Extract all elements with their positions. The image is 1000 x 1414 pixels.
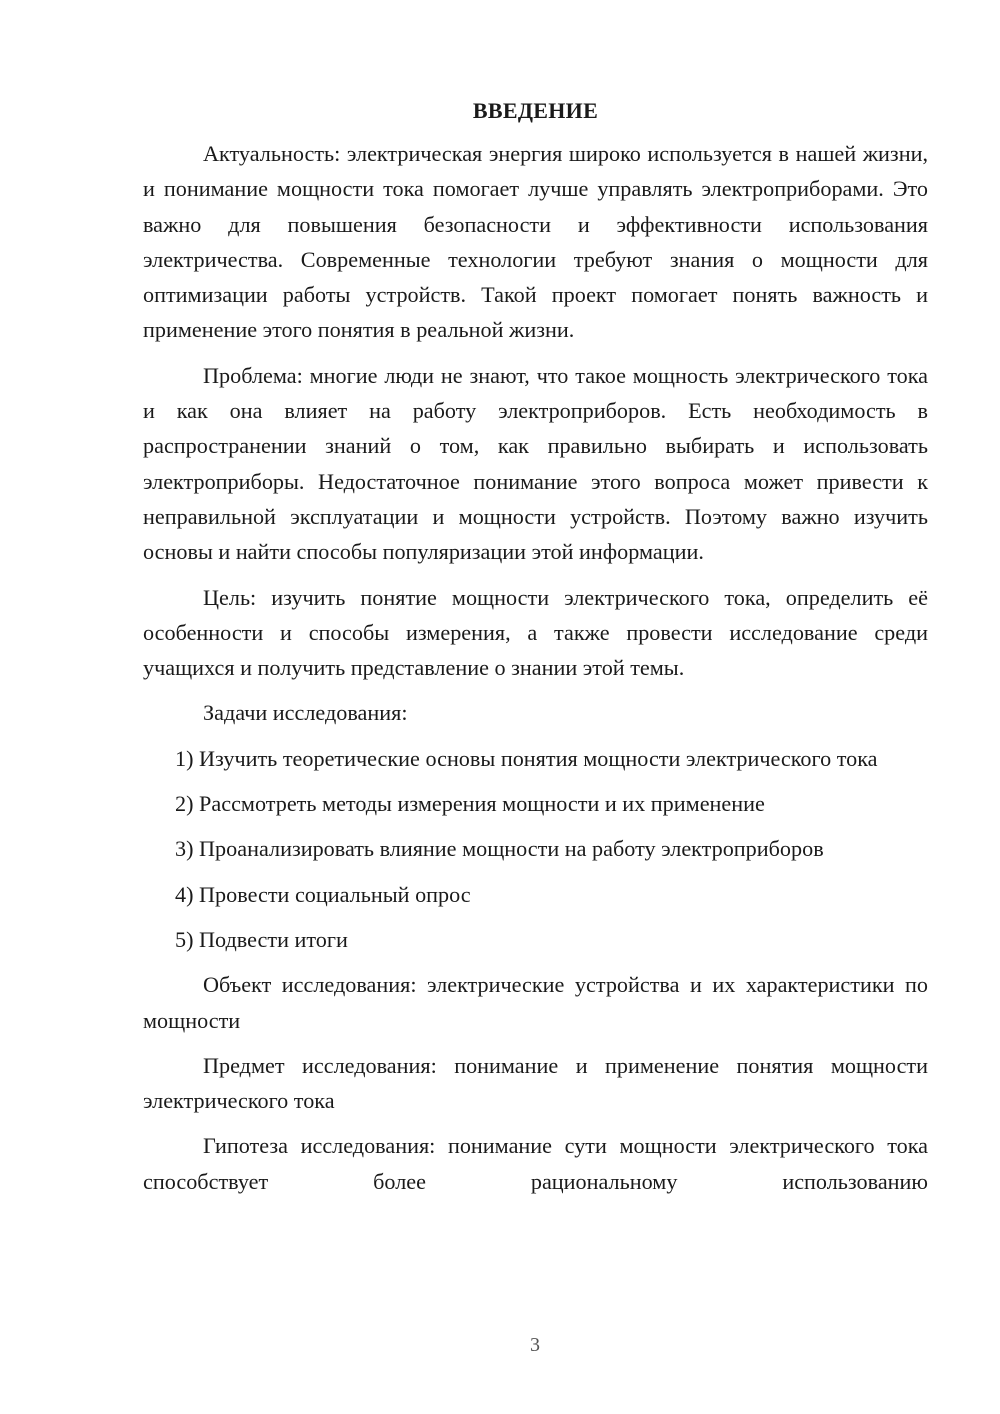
paragraph-goal: Цель: изучить понятие мощности электрического тока, определить её особенности и способы измерения, а также провести исследование среди учащихся и получить представление о знании этой темы. <box>143 584 928 681</box>
paragraph-problem: Проблема: многие люди не знают, что такое мощность электрического тока и как она влияет на работу электроприборов. Есть необходимость в распространении знаний о том, как правильно выбирать и использовать электроприборы. Недостаточное понимание этого вопроса может привести к неправильной эксплуатации и мощности устройств. Поэтому важно изучить основы и найти способы популяризации этой информации. <box>143 362 928 565</box>
task-item-2: 2) Рассмотреть методы измерения мощности и их применение <box>175 791 765 817</box>
task-item-5: 5) Подвести итоги <box>175 926 348 952</box>
task-item-4: 4) Провести социальный опрос <box>175 881 471 907</box>
page-number: 3 <box>530 1334 540 1356</box>
paragraph-subject: Предмет исследования: понимание и применение понятия мощности электрического тока <box>143 1052 928 1114</box>
paragraph-tasks-heading: Задачи исследования: <box>203 700 408 726</box>
task-item-1: 1) Изучить теоретические основы понятия мощности электрического тока <box>175 745 878 771</box>
section-title: ВВЕДЕНИЕ <box>472 98 599 123</box>
task-item-3: 3) Проанализировать влияние мощности на работу электроприборов <box>175 836 824 862</box>
paragraph-hypothesis: Гипотеза исследования: понимание сути мощности электрического тока способствует более рациональному использованию <box>143 1133 928 1194</box>
paragraph-object: Объект исследования: электрические устройства и их характеристики по мощности <box>143 972 928 1033</box>
paragraph-relevance: Актуальность: электрическая энергия широко используется в нашей жизни, и понимание мощности тока помогает лучше управлять электроприборами. Это важно для повышения безопасности и эффективности использования электричества. Современные технологии требуют знания о мощности для оптимизации работы устройств. Такой проект помогает понять важность и применение этого понятия в реальной жизни. <box>143 141 928 343</box>
document-page <box>143 96 928 1209</box>
